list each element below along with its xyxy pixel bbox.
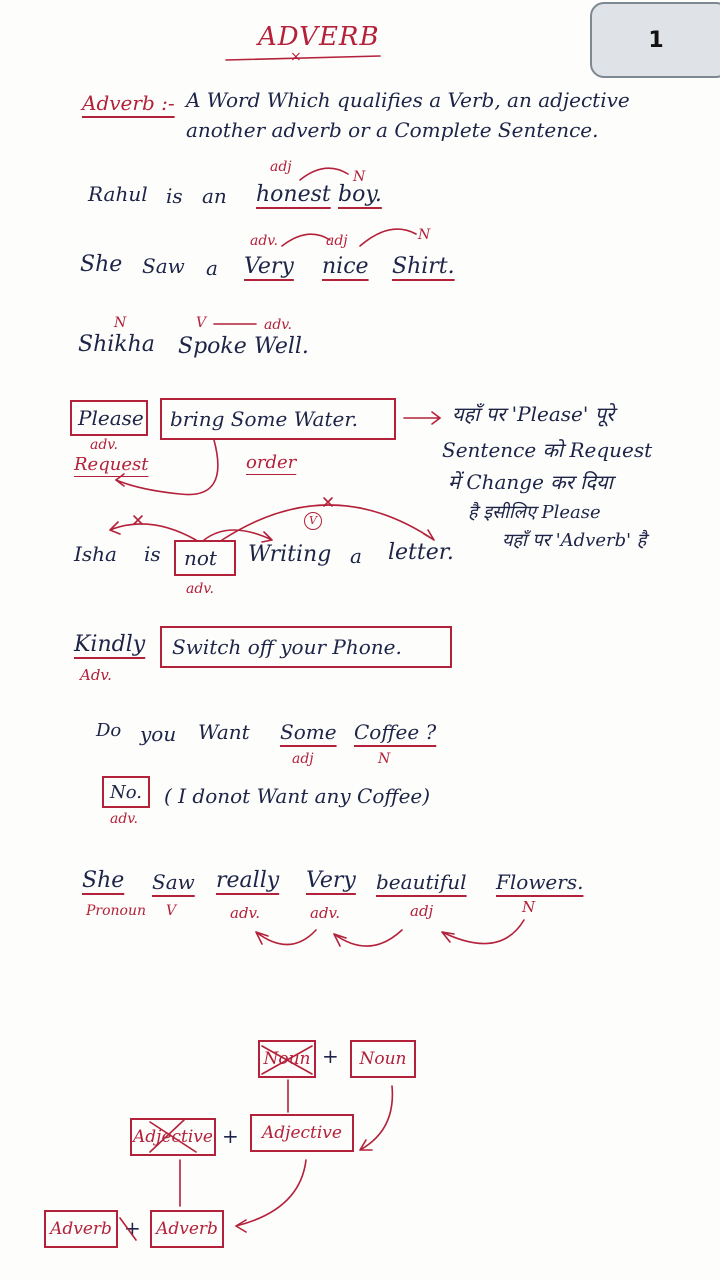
diagram-noun-crossed: Noun	[258, 1040, 316, 1078]
diagram-adjective: Adjective	[250, 1114, 354, 1152]
ex5-word-letter: letter.	[388, 540, 454, 565]
ex9-label-adv-2: adv.	[310, 904, 341, 922]
ex9-word-beautiful: beautiful	[376, 870, 467, 894]
page-title: ADVERB	[258, 22, 380, 52]
ex8-label-adv: adv.	[110, 811, 139, 827]
ex4-label-order: order	[246, 452, 297, 473]
ex9-label-adv-1: adv.	[230, 904, 261, 922]
ex4-note-line-1: यहाँ पर 'Please' पूरे	[452, 402, 615, 426]
page-number-badge	[590, 2, 720, 78]
ex5-word-is: is	[144, 542, 161, 566]
ex5-label-adv: adv.	[186, 581, 215, 597]
ex2-label-adv: adv.	[250, 233, 279, 249]
ex7-word-you: you	[140, 722, 177, 746]
diagram-adverb-right: Adverb	[150, 1210, 224, 1248]
ex4-please-box	[70, 400, 148, 436]
ex4-label-adv: adv.	[90, 437, 119, 453]
ex1-word-honest: honest	[256, 182, 331, 207]
ex6-label-adv: Adv.	[80, 666, 112, 684]
page-number: 1	[648, 28, 664, 53]
ex9-word-very: Very	[306, 868, 356, 893]
ex7-word-do: Do	[96, 720, 122, 741]
ex9-word-really: really	[216, 868, 280, 893]
ex8-no-box	[102, 776, 150, 808]
definition-line-1: A Word Which qualifies a Verb, an adjective	[186, 88, 630, 112]
ex7-label-adj: adj	[292, 751, 314, 767]
ex4-please: Please	[78, 406, 144, 430]
ex3-word-well: Well.	[254, 334, 309, 359]
title-mark: ×	[290, 49, 302, 65]
ex3-word-spoke: Spoke	[178, 334, 247, 359]
ex9-label-n: N	[522, 898, 536, 916]
ex5-label-v: V	[304, 512, 322, 530]
ex9-word-she: She	[82, 868, 125, 893]
ex3-label-adv: adv.	[264, 317, 293, 333]
ex4-label-request: Request	[74, 454, 149, 475]
diagram-plus-1: +	[322, 1044, 339, 1068]
ex7-word-want: Want	[198, 720, 250, 744]
ex2-word-a: a	[206, 256, 218, 280]
diagram-plus-3: +	[124, 1216, 141, 1240]
ex6-sentence: Switch off your Phone.	[172, 635, 402, 659]
ex8-word-no: No.	[110, 782, 142, 803]
ex1-label-adj: adj	[270, 159, 292, 175]
ex1-word-an: an	[202, 184, 227, 208]
ex9-label-pronoun: Pronoun	[86, 903, 147, 919]
ex6-sentence-box	[160, 626, 452, 668]
ex9-label-v: V	[166, 903, 177, 919]
ex9-word-saw: Saw	[152, 870, 195, 894]
ex2-word-she: She	[80, 252, 123, 277]
ex9-label-adj: adj	[410, 902, 434, 920]
ex4-note-line-5: यहाँ पर 'Adverb' है	[502, 530, 647, 551]
ex4-note-line-4: है इसीलिए Please	[468, 502, 601, 523]
ex4-sentence-box	[160, 398, 396, 440]
ex1-word-boy: boy.	[338, 182, 382, 207]
ex7-label-n: N	[378, 751, 391, 767]
ex2-label-n: N	[418, 227, 431, 243]
ex5-word-not: not	[184, 546, 217, 570]
ex5-not-box	[174, 540, 236, 576]
diagram-adjective-crossed: Adjective	[130, 1118, 216, 1156]
definition-line-2: another adverb or a Complete Sentence.	[186, 118, 599, 142]
diagram-noun: Noun	[350, 1040, 416, 1078]
ex2-word-saw: Saw	[142, 254, 185, 278]
ex2-word-nice: nice	[322, 254, 369, 279]
ex2-label-adj: adj	[326, 233, 348, 249]
diagram-plus-2: +	[222, 1124, 239, 1148]
ex7-word-coffee: Coffee ?	[354, 720, 437, 744]
definition-term: Adverb :-	[82, 91, 175, 115]
diagram-adverb-left: Adverb	[44, 1210, 118, 1248]
ex1-label-n: N	[353, 169, 366, 185]
ex3-label-v: V	[196, 315, 207, 331]
ex5-word-writing: Writing	[248, 542, 332, 567]
ex6-word-kindly: Kindly	[74, 632, 146, 657]
ex2-word-very: Very	[244, 254, 294, 279]
ex3-word-shikha: Shikha	[78, 332, 155, 357]
ex8-rest: ( I donot Want any Coffee)	[164, 784, 431, 808]
ex4-sentence: bring Some Water.	[170, 407, 359, 431]
ex1-word-is: is	[166, 184, 183, 208]
ex5-word-isha: Isha	[74, 542, 117, 566]
ex1-word-rahul: Rahul	[88, 182, 148, 206]
ex9-word-flowers: Flowers.	[496, 870, 584, 894]
ex3-label-n: N	[114, 315, 127, 331]
ex5-word-a: a	[350, 544, 362, 568]
ex2-word-shirt: Shirt.	[392, 254, 455, 279]
ex7-word-some: Some	[280, 720, 337, 744]
ex4-note-line-2: Sentence को Request	[442, 438, 653, 462]
ex4-note-line-3: में Change कर दिया	[448, 470, 613, 494]
